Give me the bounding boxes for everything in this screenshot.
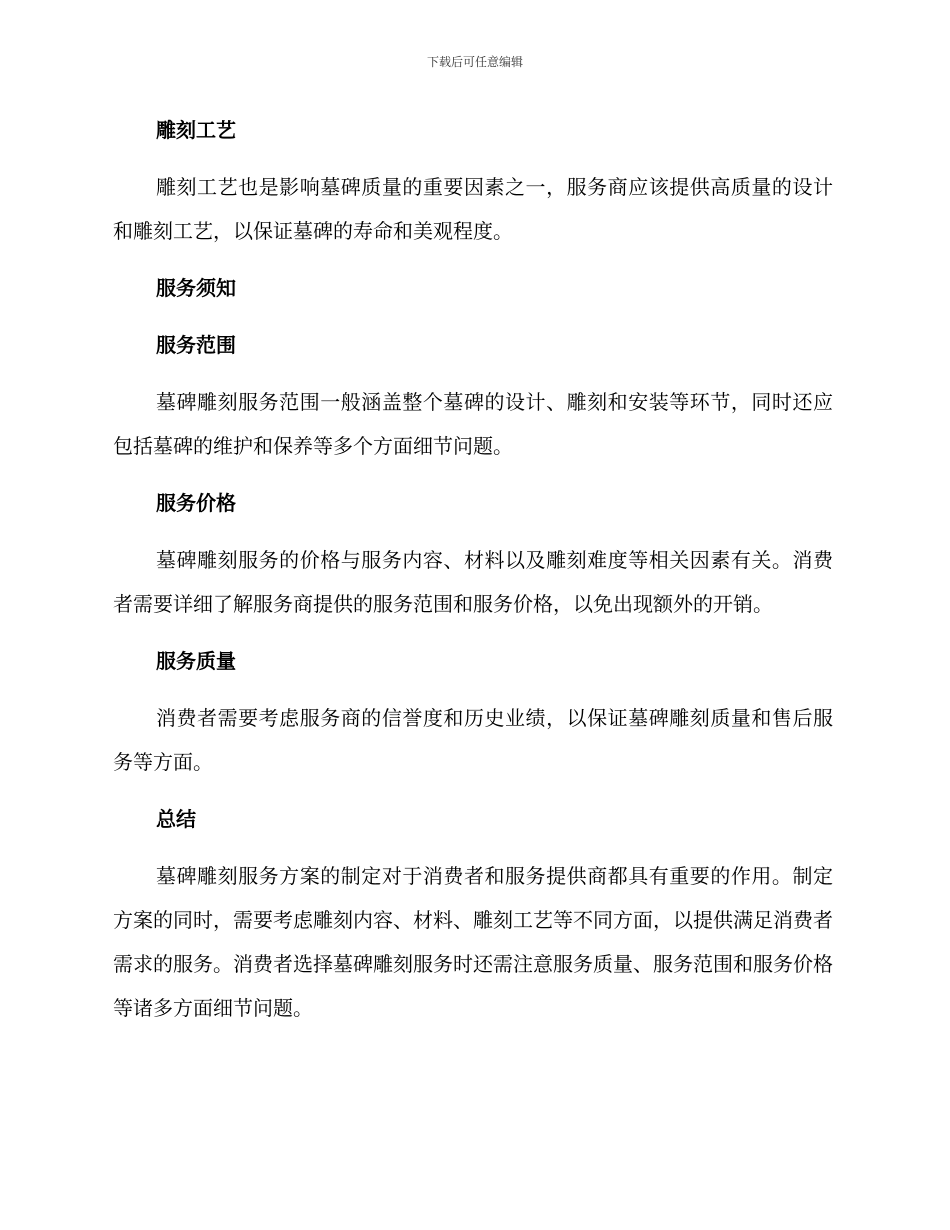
section-heading-carving-craft: 雕刻工艺 — [156, 118, 236, 142]
section-heading-service-price: 服务价格 — [156, 491, 236, 515]
paragraph-service-price: 墓碑雕刻服务的价格与服务内容、材料以及雕刻难度等相关因素有关。消费者需要详细了解服务商提供的服务范围和服务价格，以免出现额外的开销。 — [113, 548, 833, 616]
section-heading-summary: 总结 — [156, 807, 196, 831]
paragraph-service-scope: 墓碑雕刻服务范围一般涵盖整个墓碑的设计、雕刻和安装等环节，同时还应包括墓碑的维护和保养等多个方面细节问题。 — [113, 390, 833, 458]
section-heading-service-quality: 服务质量 — [156, 649, 236, 673]
document-body — [113, 108, 833, 1043]
paragraph-summary: 墓碑雕刻服务方案的制定对于消费者和服务提供商都具有重要的作用。制定方案的同时，需要考虑雕刻内容、材料、雕刻工艺等不同方面，以提供满足消费者需求的服务。消费者选择墓碑雕刻服务时还需注意服务质量、服务范围和服务价格等诸多方面细节问题。 — [113, 864, 833, 1020]
section-heading-service-notice: 服务须知 — [156, 276, 236, 300]
paragraph-carving-craft: 雕刻工艺也是影响墓碑质量的重要因素之一，服务商应该提供高质量的设计和雕刻工艺，以保证墓碑的寿命和美观程度。 — [113, 175, 833, 243]
paragraph-service-quality: 消费者需要考虑服务商的信誉度和历史业绩，以保证墓碑雕刻质量和售后服务等方面。 — [113, 706, 833, 774]
page-header: 下载后可任意编辑 — [426, 55, 523, 69]
section-heading-service-scope: 服务范围 — [156, 333, 236, 357]
